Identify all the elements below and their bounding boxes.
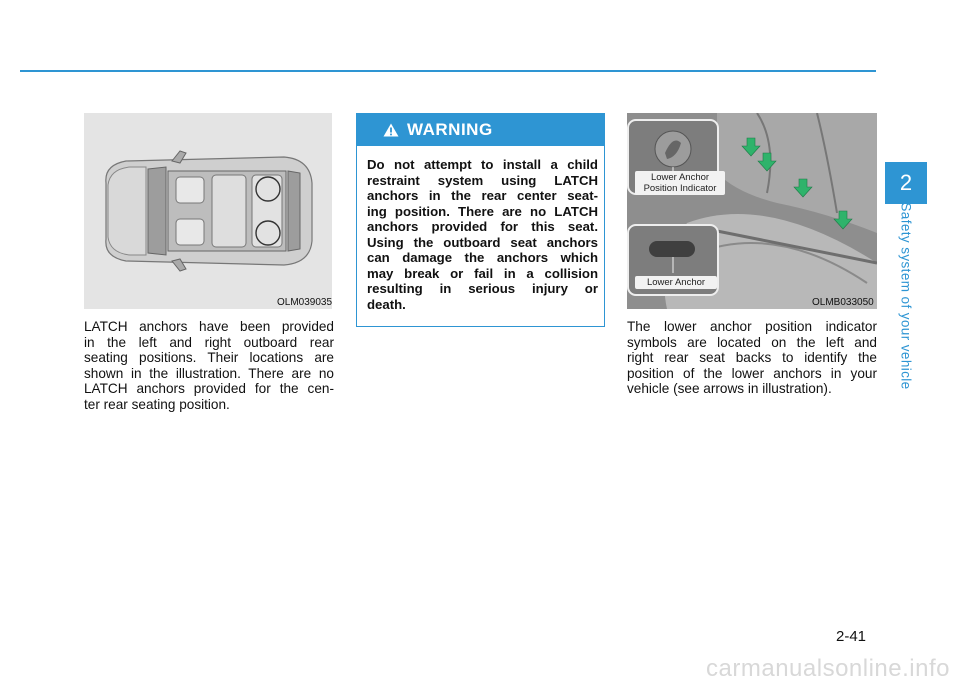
text-line: LATCH anchors provided for the cen- [84, 381, 334, 397]
car-topview-figure [84, 113, 332, 309]
text-line: in the left and right outboard rear [84, 334, 334, 350]
figure-code-left: OLM039035 [277, 297, 333, 308]
chapter-tab [885, 162, 927, 204]
chapter-number: 2 [899, 170, 913, 195]
text-line: symbols are located on the left and [627, 334, 877, 350]
warning-line: restraint system using LATCH [367, 172, 598, 188]
car-topview-illustration [84, 113, 332, 309]
warning-line: anchors in the rear center seat- [367, 188, 598, 203]
warning-line: resulting in serious injury or [367, 281, 598, 296]
page-number: 2-41 [836, 628, 867, 645]
warning-line: anchors provided for this seat. [367, 219, 598, 234]
warning-line: death. [367, 296, 406, 312]
text-line: position of the lower anchors in your [627, 365, 877, 381]
warning-line: ing position. There are no LATCH [367, 203, 598, 219]
figure-code-right: OLMB033050 [812, 297, 874, 308]
callout-line: Position Indicator [643, 183, 717, 194]
text-line: right rear seat backs to identify the [627, 350, 877, 366]
warning-line: can damage the anchors which [367, 250, 598, 265]
text-line: shown in the illustration. There are no [84, 365, 334, 381]
warning-header [357, 114, 604, 146]
warning-box [356, 113, 605, 327]
top-rule [20, 70, 876, 72]
chapter-title: Safety system of your vehicle [898, 202, 914, 390]
warning-text [367, 157, 598, 312]
callout-lower-anchor [635, 276, 717, 289]
callout-position-indicator [635, 171, 725, 195]
warning-line: Using the outboard seat anchors [367, 234, 598, 250]
text-line: vehicle (see arrows in illustration). [627, 381, 832, 397]
warning-line: Do not attempt to install a child [367, 157, 598, 172]
warning-triangle-icon [383, 123, 399, 137]
watermark: carmanualsonline.info [706, 655, 950, 682]
callout-line: Lower Anchor [650, 172, 710, 183]
text-line: seating positions. Their locations are [84, 350, 334, 366]
warning-title: WARNING [407, 120, 493, 139]
indicator-description [627, 319, 877, 397]
text-line: LATCH anchors have been provided [84, 319, 334, 334]
callout-line: Lower Anchor [646, 277, 706, 288]
rear-seat-figure [627, 113, 877, 309]
text-line: The lower anchor position indicator [627, 319, 877, 334]
text-line: ter rear seating position. [84, 396, 230, 412]
latch-description [84, 319, 334, 413]
warning-line: may break or fail in a collision [367, 265, 598, 281]
